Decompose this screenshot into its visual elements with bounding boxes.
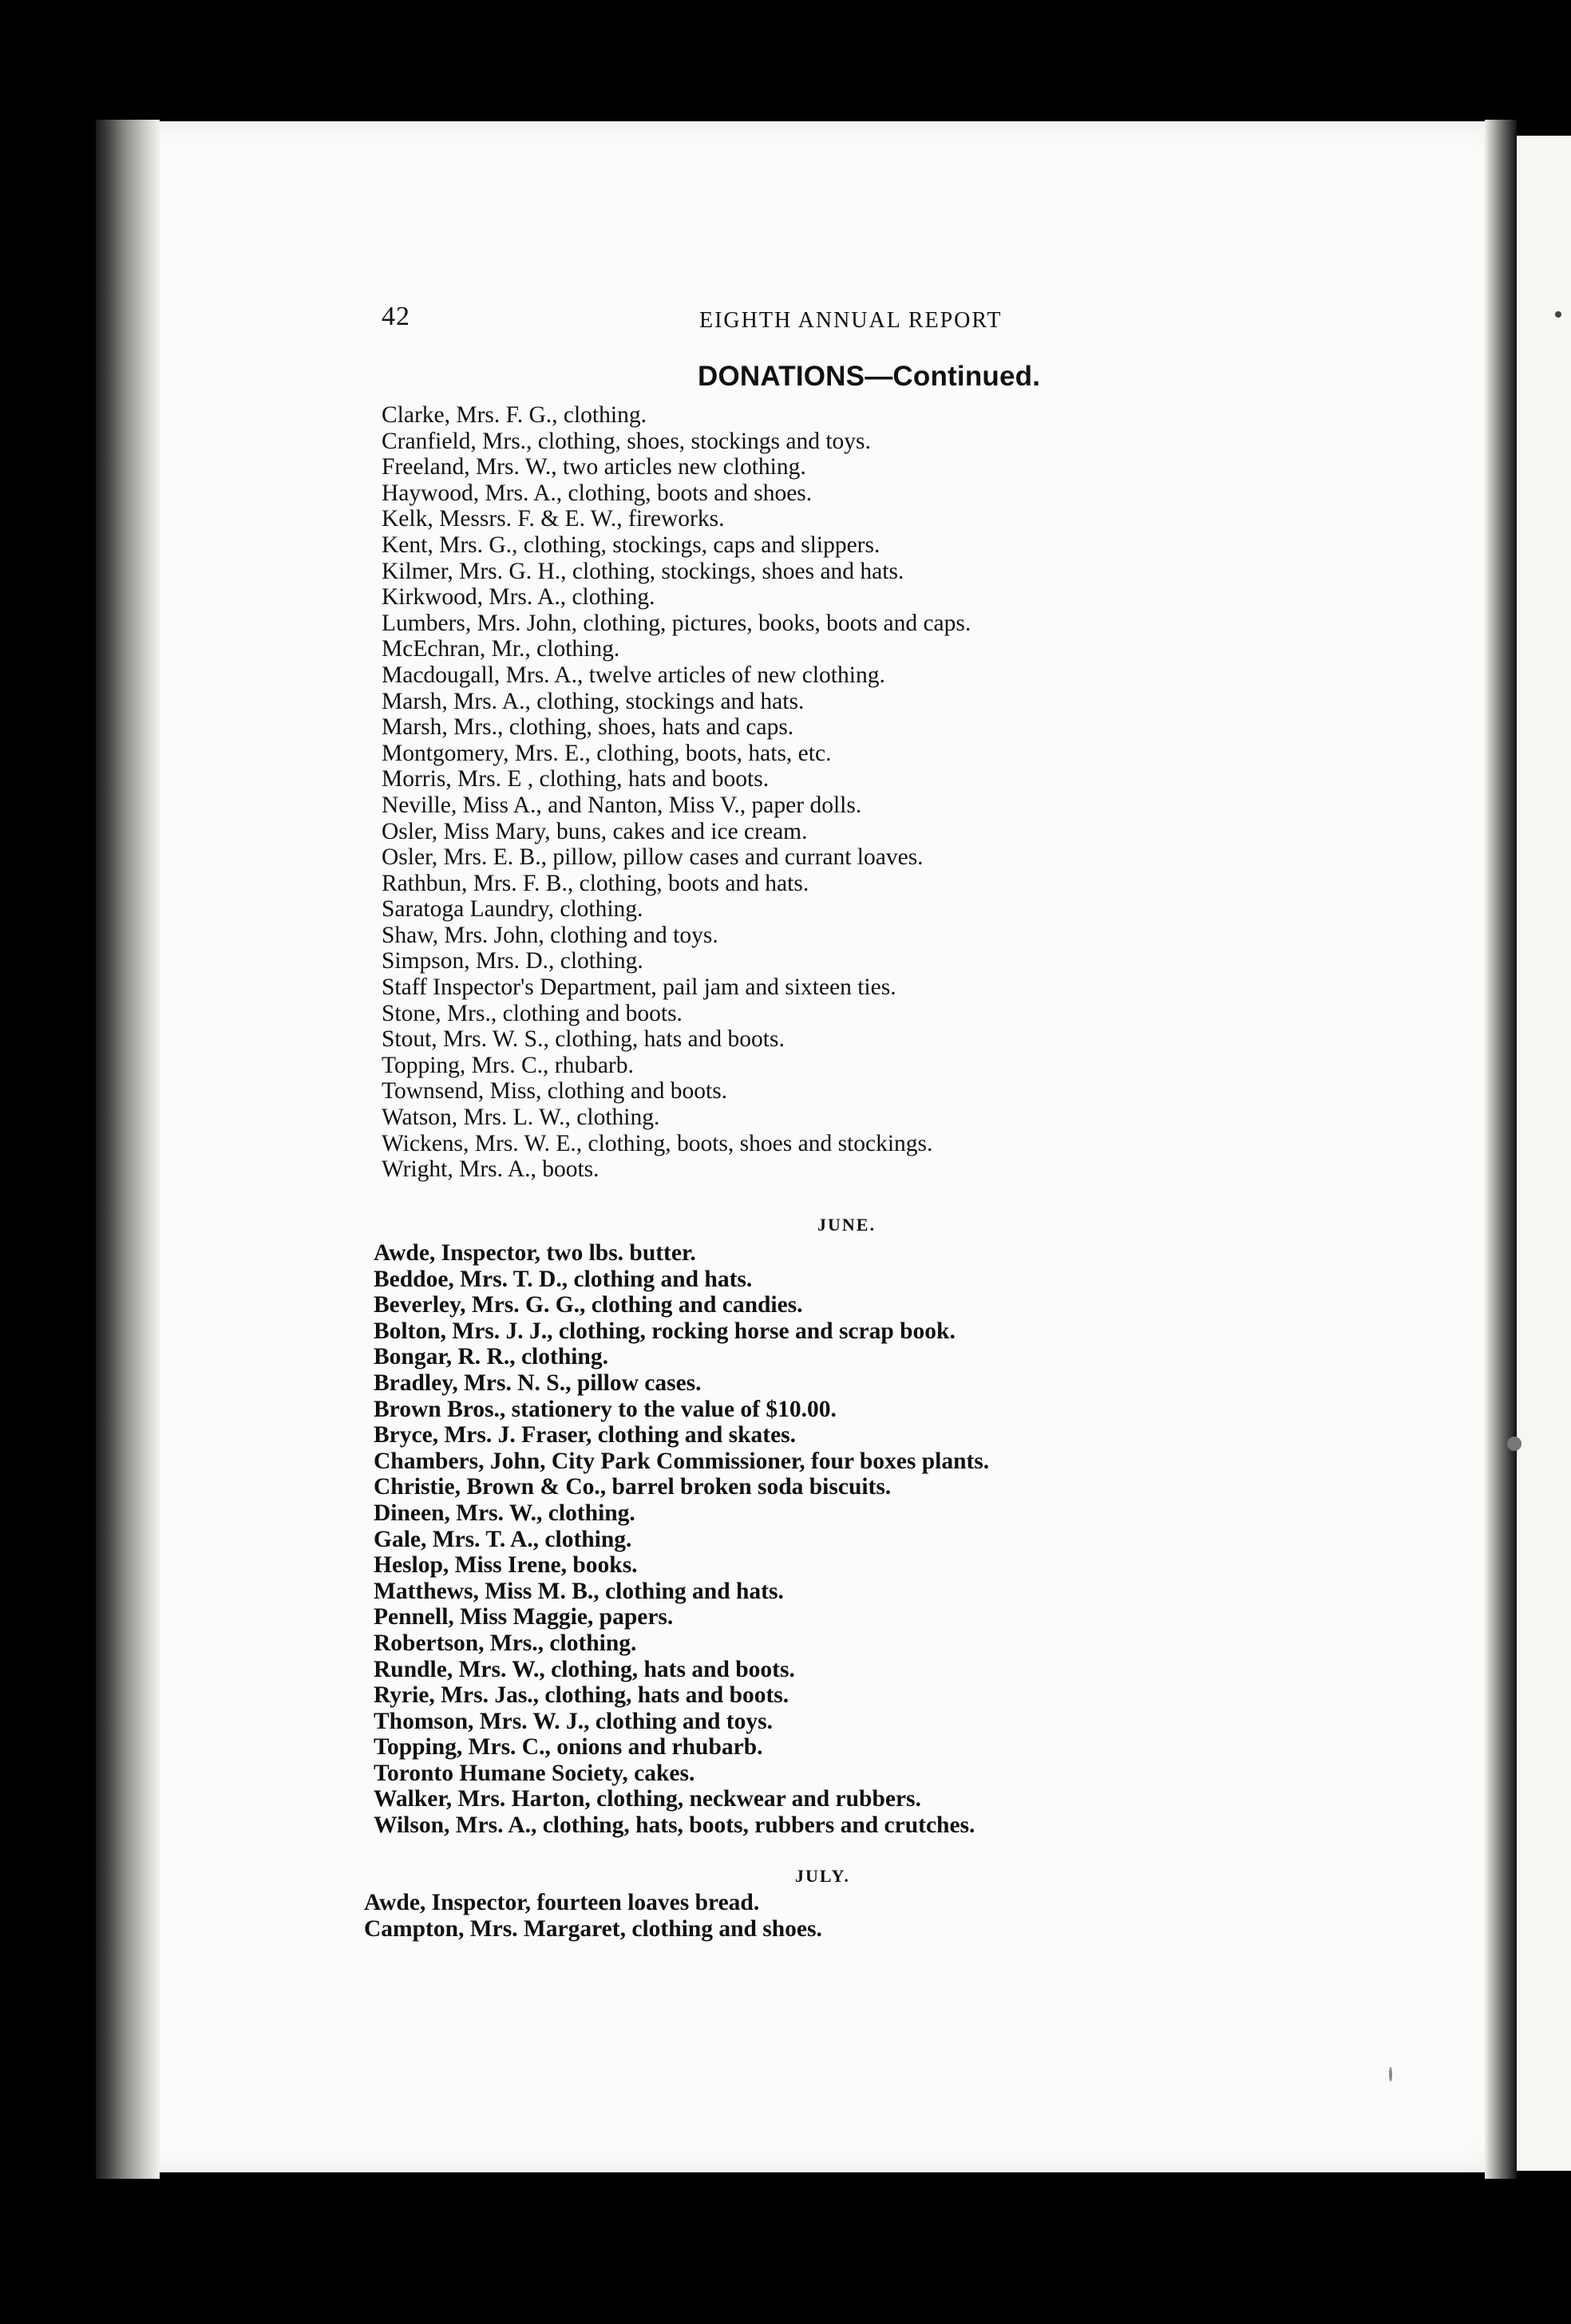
adjacent-page-edge (1517, 136, 1571, 2171)
section-heading: DONATIONS—Continued. (698, 361, 1041, 392)
scan-speck (1389, 2067, 1392, 2081)
list-item: Osler, Miss Mary, buns, cakes and ice cream. (382, 818, 808, 844)
list-item: Townsend, Miss, clothing and boots. (382, 1078, 728, 1105)
july-donation-list (364, 1890, 1226, 1942)
list-item: Simpson, Mrs. D., clothing. (382, 948, 643, 974)
list-item: Freeland, Mrs. W., two articles new clothing. (382, 454, 806, 480)
june-donation-list (374, 1240, 1236, 1839)
list-item: Kirkwood, Mrs. A., clothing. (382, 584, 655, 611)
list-item: Awde, Inspector, fourteen loaves bread. (364, 1890, 760, 1915)
list-item: Topping, Mrs. C., rhubarb. (382, 1052, 634, 1078)
list-item: Lumbers, Mrs. John, clothing, pictures, books, boots and caps. (382, 610, 971, 636)
list-item: Topping, Mrs. C., onions and rhubarb. (374, 1734, 763, 1761)
list-item: Wickens, Mrs. W. E., clothing, boots, shoes and stockings. (382, 1130, 933, 1156)
list-item: Beverley, Mrs. G. G., clothing and candies. (374, 1292, 803, 1318)
list-item: Walker, Mrs. Harton, clothing, neckwear and rubbers. (374, 1786, 921, 1812)
list-item: Kilmer, Mrs. G. H., clothing, stockings, shoes and hats. (382, 558, 904, 584)
list-item: Neville, Miss A., and Nanton, Miss V., paper dolls. (382, 792, 862, 818)
list-item: Marsh, Mrs. A., clothing, stockings and hats. (382, 688, 805, 714)
list-item: Watson, Mrs. L. W., clothing. (382, 1105, 660, 1131)
running-title: EIGHTH ANNUAL REPORT (699, 308, 1003, 333)
book-gutter-shadow (1485, 120, 1517, 2179)
list-item: Bolton, Mrs. J. J., clothing, rocking horse and scrap book. (374, 1318, 956, 1344)
list-item: Heslop, Miss Irene, books. (374, 1552, 638, 1579)
list-item: Dineen, Mrs. W., clothing. (374, 1500, 635, 1526)
list-item: Stout, Mrs. W. S., clothing, hats and boots. (382, 1026, 785, 1053)
list-item: Campton, Mrs. Margaret, clothing and shoes. (364, 1915, 822, 1942)
book-spine-shadow (96, 120, 160, 2179)
scan-speck (1555, 311, 1561, 318)
list-item: Cranfield, Mrs., clothing, shoes, stockings and toys. (382, 428, 871, 454)
list-item: Kent, Mrs. G., clothing, stockings, caps and slippers. (382, 532, 880, 558)
list-item: Saratoga Laundry, clothing. (382, 896, 643, 923)
page-header (382, 302, 1044, 342)
list-item: Matthews, Miss M. B., clothing and hats. (374, 1578, 784, 1604)
list-item: Osler, Mrs. E. B., pillow, pillow cases and currant loaves. (382, 844, 924, 871)
list-item: Macdougall, Mrs. A., twelve articles of new clothing. (382, 662, 885, 688)
list-item: Thomson, Mrs. W. J., clothing and toys. (374, 1708, 773, 1734)
list-item: Kelk, Messrs. F. & E. W., fireworks. (382, 506, 725, 532)
list-item: Bradley, Mrs. N. S., pillow cases. (374, 1370, 702, 1396)
list-item: Toronto Humane Society, cakes. (374, 1760, 695, 1786)
list-item: Wilson, Mrs. A., clothing, hats, boots, rubbers and crutches. (374, 1812, 975, 1839)
scan-speck (1507, 1437, 1522, 1451)
list-item: Haywood, Mrs. A., clothing, boots and shoes. (382, 480, 813, 506)
list-item: Ryrie, Mrs. Jas., clothing, hats and boots. (374, 1682, 789, 1709)
list-item: Bryce, Mrs. J. Fraser, clothing and skates. (374, 1422, 797, 1449)
list-item: Christie, Brown & Co., barrel broken soda biscuits. (374, 1474, 892, 1500)
list-item: Rathbun, Mrs. F. B., clothing, boots and hats. (382, 870, 809, 896)
list-item: Beddoe, Mrs. T. D., clothing and hats. (374, 1266, 753, 1292)
list-item: Morris, Mrs. E , clothing, hats and boots. (382, 766, 770, 792)
month-heading-july: JULY. (795, 1866, 850, 1886)
list-item: Robertson, Mrs., clothing. (374, 1630, 637, 1656)
donation-list (382, 402, 1244, 1183)
list-item: Shaw, Mrs. John, clothing and toys. (382, 922, 718, 948)
list-item: Rundle, Mrs. W., clothing, hats and boots. (374, 1656, 795, 1682)
list-item: Staff Inspector's Department, pail jam and sixteen ties. (382, 974, 896, 1001)
list-item: Wright, Mrs. A., boots. (382, 1156, 600, 1183)
list-item: Brown Bros., stationery to the value of $10.00. (374, 1396, 837, 1422)
list-item: Montgomery, Mrs. E., clothing, boots, hats, etc. (382, 740, 832, 766)
list-item: Clarke, Mrs. F. G., clothing. (382, 402, 647, 428)
list-item: Stone, Mrs., clothing and boots. (382, 1000, 683, 1026)
month-heading-june: JUNE. (817, 1215, 876, 1235)
list-item: Marsh, Mrs., clothing, shoes, hats and caps. (382, 714, 794, 741)
list-item: Chambers, John, City Park Commissioner, four boxes plants. (374, 1448, 990, 1474)
list-item: Pennell, Miss Maggie, papers. (374, 1604, 674, 1630)
list-item: Awde, Inspector, two lbs. butter. (374, 1240, 696, 1266)
list-item: Bongar, R. R., clothing. (374, 1344, 608, 1370)
list-item: McEchran, Mr., clothing. (382, 636, 620, 662)
list-item: Gale, Mrs. T. A., clothing. (374, 1526, 632, 1552)
page-number: 42 (382, 302, 410, 331)
